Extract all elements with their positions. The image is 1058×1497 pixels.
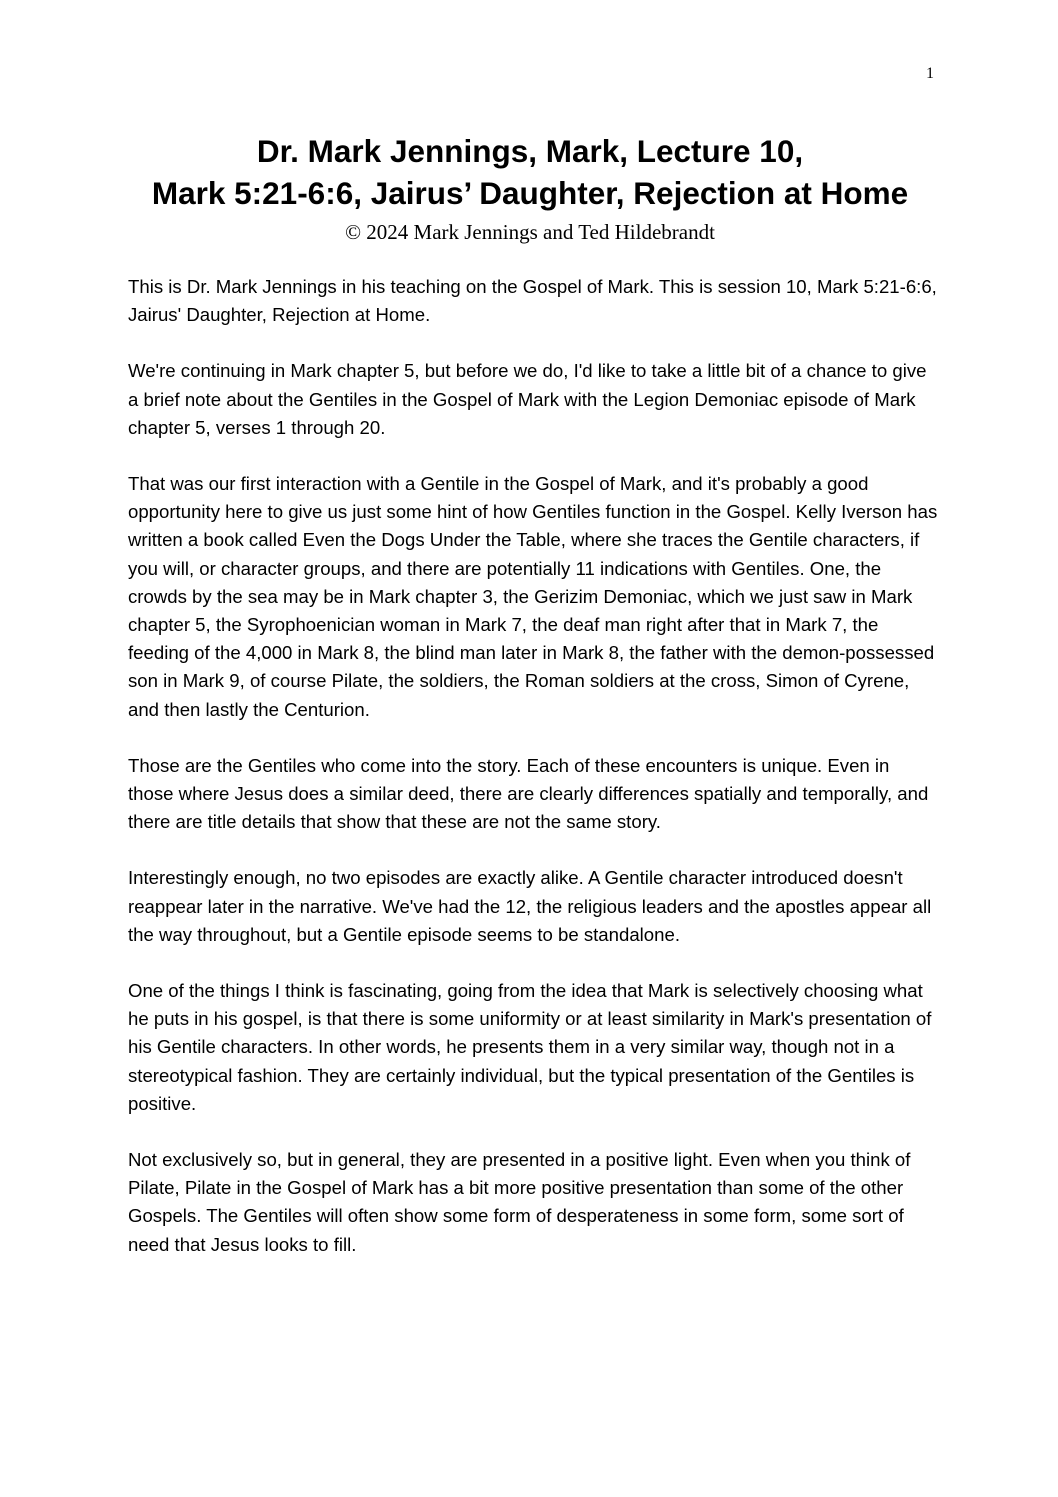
paragraph-1: This is Dr. Mark Jennings in his teaching on the Gospel of Mark. This is session 10, Mark 5:21-6:6, Jairus' Daughter, Rejection at Home. [128,276,937,326]
document-body [128,273,940,1287]
document-title [90,130,970,214]
paragraph-2: We're continuing in Mark chapter 5, but before we do, I'd like to take a little bit of a chance to give a brief note about the Gentiles in the Gospel of Mark with the Legion Demoniac episode of Mark chapter 5, verses 1 through 20. [128,360,927,438]
paragraph-6: One of the things I think is fascinating, going from the idea that Mark is selectively choosing what he puts in his gospel, is that there is some uniformity or at least similarity in Mark's presentation of his Gentile characters. In other words, he presents them in a very similar way, though not in a stereotypical fashion. They are certainly individual, but the typical presentation of the Gentiles is positive. [128,980,932,1114]
title-line-1: Dr. Mark Jennings, Mark, Lecture 10, [256,133,804,169]
title-line-2: Mark 5:21-6:6, Jairus’ Daughter, Rejection at Home [151,175,909,211]
paragraph-4: Those are the Gentiles who come into the story. Each of these encounters is unique. Even in those where Jesus does a similar deed, there are clearly differences spatially and temporally, and there are title details that show that these are not the same story. [128,754,929,833]
paragraph-5: Interestingly enough, no two episodes are exactly alike. A Gentile character introduced doesn't reappear later in the narrative. We've had the 12, the religious leaders and the apostles appear all the way throughout, but a Gentile episode seems to be standalone. [128,867,932,945]
copyright-notice: © 2024 Mark Jennings and Ted Hildebrandt [345,220,715,244]
page-number: 1 [926,65,934,82]
paragraph-7: Not exclusively so, but in general, they are presented in a positive light. Even when you think of Pilate, Pilate in the Gospel of Mark has a bit more positive presentation than some of the other Gospels. The Gentiles will often show some form of desperateness in some form, some sort of need that Jesus looks to fill. [128,1149,911,1255]
paragraph-3: That was our first interaction with a Gentile in the Gospel of Mark, and it's probably a good opportunity here to give us just some hint of how Gentiles function in the Gospel. Kelly Iverson has written a book called Even the Dogs Under the Table, where she traces the Gentile characters, if you will, or character groups, and there are potentially 11 indications with Gentiles. One, the crowds by the sea may be in Mark chapter 3, the Gerizim Demoniac, which we just saw in Mark chapter 5, the Syrophoenician woman in Mark 7, the deaf man right after that in Mark 7, the feeding of the 4,000 in Mark 8, the blind man later in Mark 8, the father with the demon-possessed son in Mark 9, of course Pilate, the soldiers, the Roman soldiers at the cross, Simon of Cyrene, and then lastly the Centurion. [128,473,938,720]
